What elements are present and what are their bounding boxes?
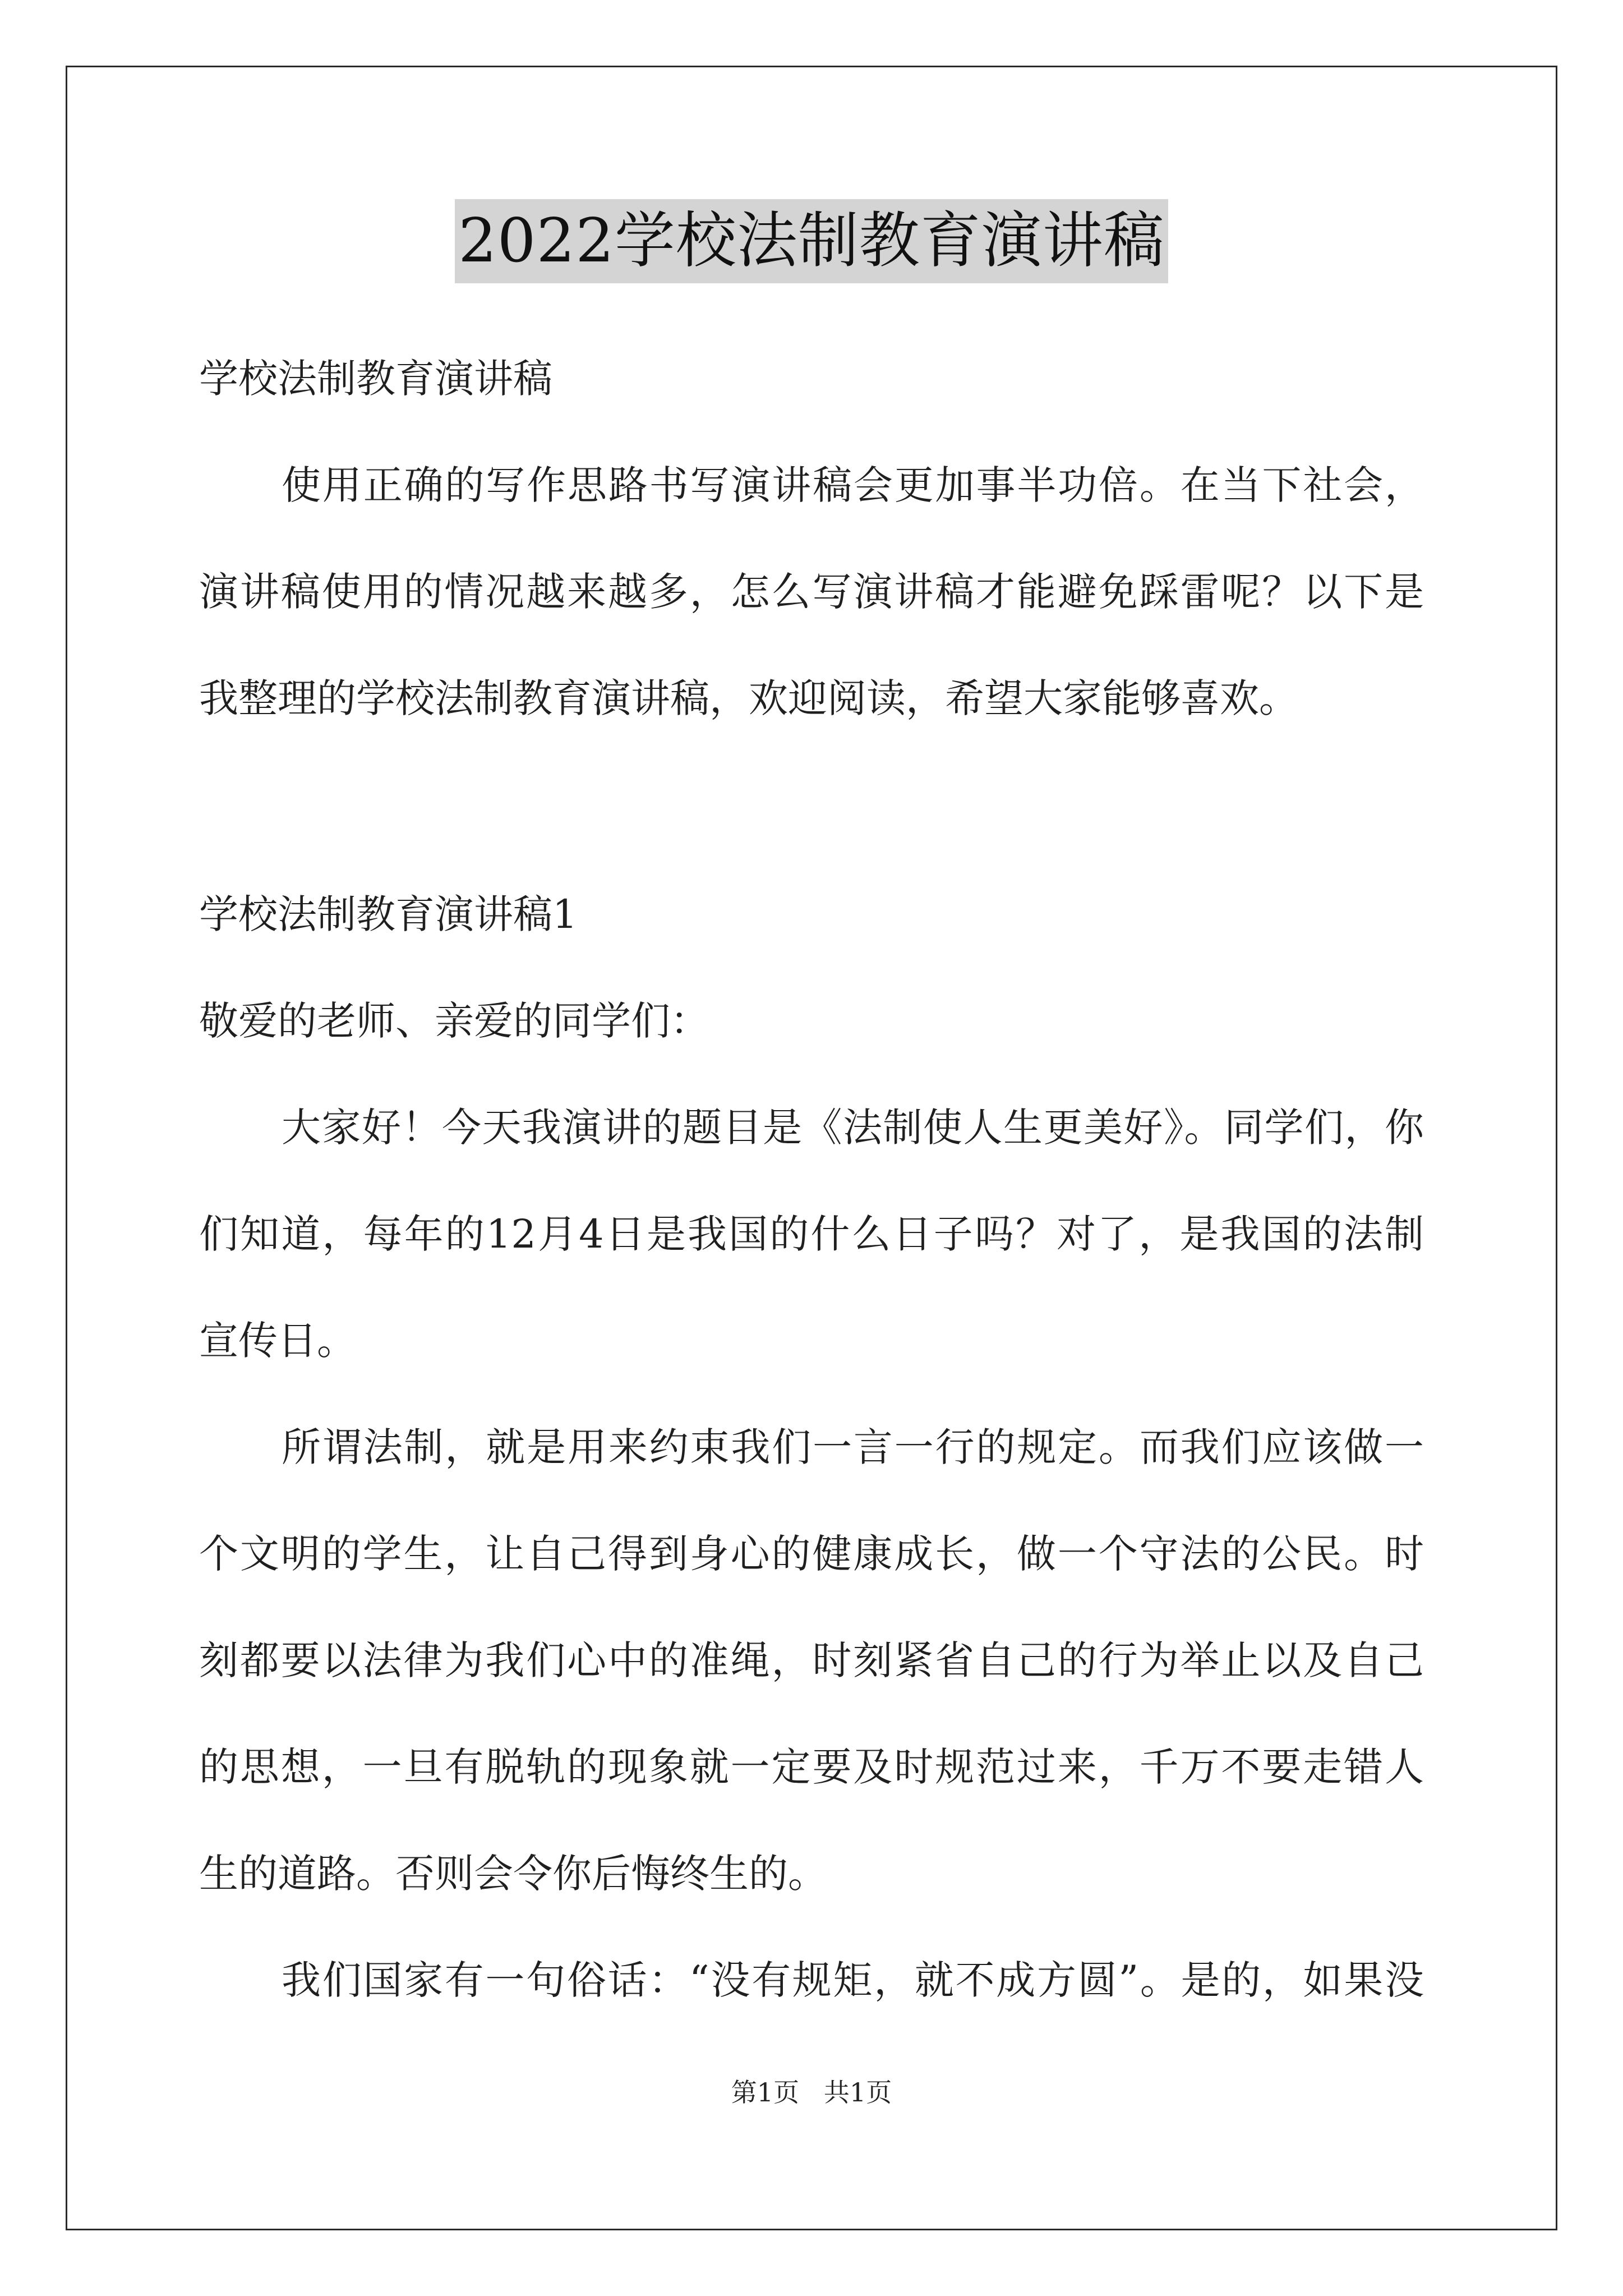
paragraph-line: 的思想，一旦有脱轨的现象就一定要及时规范过来，千万不要走错人 (199, 1744, 1424, 1790)
intro-line: 我整理的学校法制教育演讲稿，欢迎阅读，希望大家能够喜欢。 (199, 675, 1298, 721)
salutation: 敬爱的老师、亲爱的同学们： (199, 998, 709, 1044)
paragraph-line: 们知道，每年的12月4日是我国的什么日子吗？对了，是我国的法制 (199, 1211, 1424, 1257)
paragraph-line: 刻都要以法律为我们心中的准绳，时刻紧省自己的行为举止以及自己 (199, 1637, 1424, 1683)
intro-line: 使用正确的写作思路书写演讲稿会更加事半功倍。在当下社会， (282, 462, 1424, 508)
title-container (0, 199, 1623, 283)
paragraph-line: 大家好！今天我演讲的题目是《法制使人生更美好》。同学们，你 (282, 1105, 1424, 1151)
paragraph-line: 生的道路。否则会令你后悔终生的。 (199, 1851, 827, 1897)
paragraph-line: 个文明的学生，让自己得到身心的健康成长，做一个守法的公民。时 (199, 1531, 1424, 1577)
document-subtitle: 学校法制教育演讲稿 (199, 356, 552, 402)
section-heading: 学校法制教育演讲稿1 (199, 891, 578, 937)
page-number-footer: 第1页 共1页 (731, 2077, 892, 2108)
intro-line: 演讲稿使用的情况越来越多，怎么写演讲稿才能避免踩雷呢？以下是 (199, 569, 1424, 615)
paragraph-line: 我们国家有一句俗话：“没有规矩，就不成方圆”。是的，如果没 (282, 1957, 1424, 2003)
paragraph-line: 所谓法制，就是用来约束我们一言一行的规定。而我们应该做一 (282, 1424, 1424, 1470)
paragraph-line: 宣传日。 (199, 1318, 356, 1364)
document-title: 2022学校法制教育演讲稿 (455, 199, 1168, 283)
